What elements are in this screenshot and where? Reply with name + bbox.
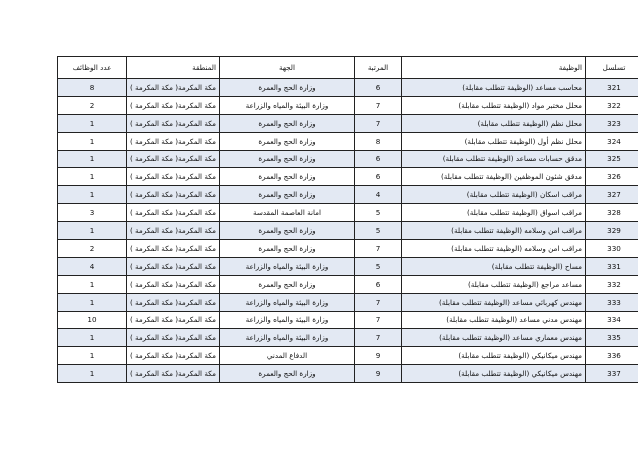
cell-seq: 336: [586, 347, 638, 365]
table-row: [58, 150, 638, 168]
cell-region: مكة المكرمة( مكة المكرمة ): [127, 79, 220, 97]
cell-count: 1: [58, 293, 127, 311]
cell-region: مكة المكرمة( مكة المكرمة ): [127, 96, 220, 114]
cell-region: مكة المكرمة( مكة المكرمة ): [127, 311, 220, 329]
table-row: [58, 275, 638, 293]
cell-region: مكة المكرمة( مكة المكرمة ): [127, 204, 220, 222]
table-row: [58, 204, 638, 222]
cell-region: مكة المكرمة( مكة المكرمة ): [127, 347, 220, 365]
cell-dept: الدفاع المدني: [220, 347, 355, 365]
cell-seq: 330: [586, 240, 638, 258]
cell-rank: 6: [355, 168, 402, 186]
cell-rank: 7: [355, 329, 402, 347]
cell-count: 1: [58, 275, 127, 293]
table-header-row: [58, 57, 638, 79]
cell-count: 1: [58, 114, 127, 132]
cell-job: مراقب امن وسلامه (الوظيفة تتطلب مقابلة): [402, 240, 586, 258]
cell-rank: 5: [355, 257, 402, 275]
table-row: [58, 186, 638, 204]
table-row: [58, 257, 638, 275]
cell-count: 2: [58, 96, 127, 114]
cell-count: 1: [58, 329, 127, 347]
cell-job: مراقب امن وسلامه (الوظيفة تتطلب مقابلة): [402, 222, 586, 240]
cell-seq: 325: [586, 150, 638, 168]
cell-dept: وزارة الحج والعمرة: [220, 275, 355, 293]
cell-job: محلل مختبر مواد (الوظيفة تتطلب مقابلة): [402, 96, 586, 114]
cell-rank: 5: [355, 204, 402, 222]
cell-region: مكة المكرمة( مكة المكرمة ): [127, 257, 220, 275]
cell-dept: وزارة الحج والعمرة: [220, 114, 355, 132]
header-dept: الجهة: [220, 57, 355, 79]
cell-seq: 333: [586, 293, 638, 311]
cell-job: محلل نظم (الوظيفة تتطلب مقابلة): [402, 114, 586, 132]
table-row: [58, 329, 638, 347]
cell-count: 10: [58, 311, 127, 329]
table-row: [58, 114, 638, 132]
cell-rank: 5: [355, 222, 402, 240]
cell-region: مكة المكرمة( مكة المكرمة ): [127, 275, 220, 293]
cell-rank: 7: [355, 114, 402, 132]
table-row: [58, 365, 638, 383]
cell-rank: 8: [355, 132, 402, 150]
cell-seq: 322: [586, 96, 638, 114]
cell-count: 1: [58, 347, 127, 365]
cell-count: 1: [58, 150, 127, 168]
cell-rank: 6: [355, 275, 402, 293]
cell-seq: 321: [586, 79, 638, 97]
cell-job: مدقق حسابات مساعد (الوظيفة تتطلب مقابلة): [402, 150, 586, 168]
cell-job: محاسب مساعد (الوظيفة تتطلب مقابلة): [402, 79, 586, 97]
cell-count: 3: [58, 204, 127, 222]
cell-seq: 332: [586, 275, 638, 293]
cell-count: 8: [58, 79, 127, 97]
cell-region: مكة المكرمة( مكة المكرمة ): [127, 132, 220, 150]
cell-count: 1: [58, 186, 127, 204]
table-body: [58, 79, 638, 383]
table-row: [58, 347, 638, 365]
cell-seq: 335: [586, 329, 638, 347]
table-row: [58, 168, 638, 186]
cell-count: 1: [58, 132, 127, 150]
cell-dept: وزارة الحج والعمرة: [220, 150, 355, 168]
table-row: [58, 293, 638, 311]
cell-dept: وزارة الحج والعمرة: [220, 132, 355, 150]
cell-dept: وزارة الحج والعمرة: [220, 186, 355, 204]
cell-job: مهندس ميكانيكي (الوظيفة تتطلب مقابلة): [402, 347, 586, 365]
cell-count: 1: [58, 365, 127, 383]
cell-seq: 331: [586, 257, 638, 275]
cell-seq: 329: [586, 222, 638, 240]
header-region: المنطقة: [127, 57, 220, 79]
table-row: [58, 222, 638, 240]
cell-dept: وزارة البيئة والمياه والزراعة: [220, 96, 355, 114]
header-count: عدد الوظائف: [58, 57, 127, 79]
cell-dept: وزارة الحج والعمرة: [220, 79, 355, 97]
cell-job: مدقق شئون الموظفين (الوظيفة تتطلب مقابلة): [402, 168, 586, 186]
cell-job: مهندس ميكانيكي (الوظيفة تتطلب مقابلة): [402, 365, 586, 383]
cell-job: مهندس كهربائي مساعد (الوظيفة تتطلب مقابلة): [402, 293, 586, 311]
cell-rank: 4: [355, 186, 402, 204]
cell-seq: 323: [586, 114, 638, 132]
cell-region: مكة المكرمة( مكة المكرمة ): [127, 293, 220, 311]
cell-rank: 6: [355, 79, 402, 97]
cell-rank: 6: [355, 150, 402, 168]
cell-rank: 7: [355, 311, 402, 329]
table-row: [58, 132, 638, 150]
cell-rank: 9: [355, 347, 402, 365]
cell-dept: وزارة البيئة والمياه والزراعة: [220, 311, 355, 329]
cell-region: مكة المكرمة( مكة المكرمة ): [127, 150, 220, 168]
cell-region: مكة المكرمة( مكة المكرمة ): [127, 114, 220, 132]
cell-dept: وزارة البيئة والمياه والزراعة: [220, 293, 355, 311]
cell-seq: 326: [586, 168, 638, 186]
cell-rank: 7: [355, 96, 402, 114]
cell-job: مساعد مراجع (الوظيفة تتطلب مقابلة): [402, 275, 586, 293]
cell-dept: وزارة البيئة والمياه والزراعة: [220, 329, 355, 347]
cell-rank: 9: [355, 365, 402, 383]
cell-region: مكة المكرمة( مكة المكرمة ): [127, 365, 220, 383]
cell-seq: 334: [586, 311, 638, 329]
header-rank: المرتبة: [355, 57, 402, 79]
cell-job: محلل نظم أول (الوظيفة تتطلب مقابلة): [402, 132, 586, 150]
cell-job: مهندس مدني مساعد (الوظيفة تتطلب مقابلة): [402, 311, 586, 329]
cell-seq: 337: [586, 365, 638, 383]
cell-seq: 328: [586, 204, 638, 222]
cell-count: 1: [58, 222, 127, 240]
cell-rank: 7: [355, 240, 402, 258]
cell-dept: وزارة البيئة والمياه والزراعة: [220, 257, 355, 275]
cell-dept: وزارة الحج والعمرة: [220, 365, 355, 383]
cell-dept: امانة العاصمة المقدسة: [220, 204, 355, 222]
cell-region: مكة المكرمة( مكة المكرمة ): [127, 222, 220, 240]
cell-dept: وزارة الحج والعمرة: [220, 222, 355, 240]
cell-region: مكة المكرمة( مكة المكرمة ): [127, 186, 220, 204]
cell-count: 1: [58, 168, 127, 186]
cell-region: مكة المكرمة( مكة المكرمة ): [127, 168, 220, 186]
cell-seq: 327: [586, 186, 638, 204]
header-job: الوظيفة: [402, 57, 586, 79]
cell-job: مساح (الوظيفة تتطلب مقابلة): [402, 257, 586, 275]
cell-region: مكة المكرمة( مكة المكرمة ): [127, 240, 220, 258]
table-row: [58, 311, 638, 329]
cell-job: مراقب اسواق (الوظيفة تتطلب مقابلة): [402, 204, 586, 222]
cell-job: مراقب اسكان (الوظيفة تتطلب مقابلة): [402, 186, 586, 204]
jobs-table: [57, 56, 638, 383]
header-seq: تسلسل: [586, 57, 638, 79]
cell-seq: 324: [586, 132, 638, 150]
cell-dept: وزارة الحج والعمرة: [220, 168, 355, 186]
cell-rank: 7: [355, 293, 402, 311]
cell-dept: وزارة الحج والعمرة: [220, 240, 355, 258]
cell-job: مهندس معماري مساعد (الوظيفة تتطلب مقابلة): [402, 329, 586, 347]
table-row: [58, 96, 638, 114]
table-row: [58, 79, 638, 97]
cell-region: مكة المكرمة( مكة المكرمة ): [127, 329, 220, 347]
table-row: [58, 240, 638, 258]
cell-count: 4: [58, 257, 127, 275]
cell-count: 2: [58, 240, 127, 258]
